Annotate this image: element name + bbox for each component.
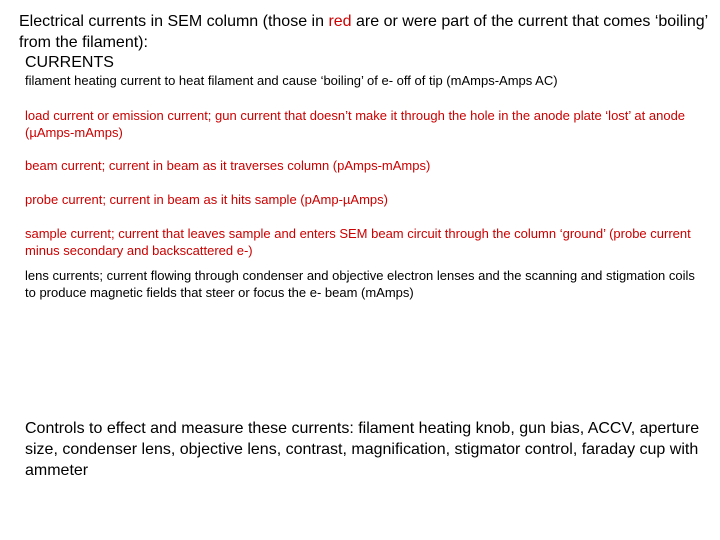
current-item-lens: lens currents; current flowing through condenser and objective electron lenses and the scanning and stigmation coils to produce magnetic fields that steer or focus the e- beam (mAmps) <box>25 268 695 300</box>
slide-title <box>19 11 709 53</box>
currents-heading: CURRENTS <box>25 54 114 71</box>
title-part-2: are or were part of the current that comes ‘boiling’ from the filament): <box>19 13 708 51</box>
title-red-word: red <box>328 13 352 30</box>
current-item-sample: sample current; current that leaves sample and enters SEM beam circuit through the column ‘ground’ (probe current minus secondary and backscattered e-) <box>25 226 691 258</box>
current-item-load-emission: load current or emission current; gun current that doesn’t make it through the hole in the anode plate ‘lost’ at anode (µAmps-mAmps) <box>25 108 686 140</box>
current-item-probe: probe current; current in beam as it hits sample (pAmp-µAmps) <box>25 192 388 207</box>
title-part-1: Electrical currents in SEM column (those in <box>19 13 329 30</box>
current-item-filament-heating: filament heating current to heat filament and cause ‘boiling’ of e- off of tip (mAmps-Amps AC) <box>25 73 558 88</box>
controls-paragraph: Controls to effect and measure these currents: filament heating knob, gun bias, ACCV, aperture size, condenser lens, objective lens, contrast, magnification, stigmator control, faraday cup with ammeter <box>25 420 700 479</box>
current-item-beam: beam current; current in beam as it traverses column (pAmps-mAmps) <box>25 158 431 173</box>
